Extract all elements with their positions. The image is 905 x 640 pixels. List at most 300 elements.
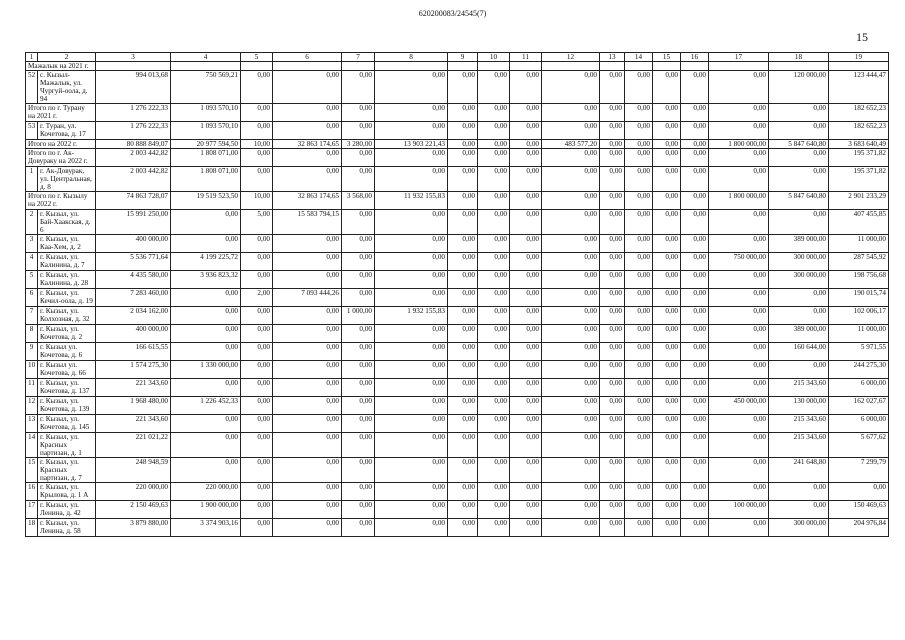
- value-cell: 0,00: [681, 192, 709, 210]
- value-cell: 0,00: [542, 271, 600, 289]
- value-cell: 0,00: [273, 104, 342, 122]
- value-cell: 32 863 174,65: [273, 192, 342, 210]
- row-number: 8: [26, 325, 38, 343]
- value-cell: 0,00: [448, 379, 478, 397]
- value-cell: 221 343,60: [96, 379, 171, 397]
- value-cell: 2 003 442,82: [96, 149, 171, 167]
- value-cell: 0,00: [542, 253, 600, 271]
- row-number: 5: [26, 271, 38, 289]
- value-cell: 0,00: [478, 149, 510, 167]
- value-cell: 994 013,68: [96, 71, 171, 104]
- value-cell: 0,00: [510, 433, 542, 458]
- column-number: 16: [681, 53, 709, 62]
- value-cell: 0,00: [478, 71, 510, 104]
- value-cell: 0,00: [625, 483, 653, 501]
- value-cell: 0,00: [709, 235, 769, 253]
- value-cell: 0,00: [342, 210, 375, 235]
- value-cell: 0,00: [600, 149, 625, 167]
- empty-cell: [681, 62, 709, 71]
- value-cell: 0,00: [448, 433, 478, 458]
- empty-cell: [448, 62, 478, 71]
- value-cell: 0,00: [625, 343, 653, 361]
- value-cell: 0,00: [510, 458, 542, 483]
- value-cell: 0,00: [478, 433, 510, 458]
- value-cell: 0,00: [273, 458, 342, 483]
- value-cell: 1 800 000,00: [709, 192, 769, 210]
- value-cell: 0,00: [510, 122, 542, 140]
- value-cell: 300 000,00: [769, 271, 829, 289]
- value-cell: 5 847 640,80: [769, 140, 829, 149]
- value-cell: 0,00: [510, 379, 542, 397]
- value-cell: 0,00: [448, 458, 478, 483]
- value-cell: 0,00: [273, 253, 342, 271]
- value-cell: 0,00: [709, 71, 769, 104]
- value-cell: 0,00: [709, 519, 769, 537]
- address-cell: г. Кызыл, ул. Крылова, д. 1 А: [38, 483, 96, 501]
- value-cell: 0,00: [625, 192, 653, 210]
- value-cell: 0,00: [681, 519, 709, 537]
- value-cell: 0,00: [273, 361, 342, 379]
- value-cell: 407 455,85: [829, 210, 889, 235]
- value-cell: 0,00: [342, 379, 375, 397]
- value-cell: 0,00: [653, 235, 681, 253]
- value-cell: 0,00: [241, 307, 273, 325]
- address-cell: г. Кызыл, ул. Ленина, д. 42: [38, 501, 96, 519]
- total-label: Итого по г. Кызылу на 2022 г.: [26, 192, 96, 210]
- value-cell: 0,00: [241, 325, 273, 343]
- value-cell: 0,00: [625, 397, 653, 415]
- value-cell: 0,00: [273, 149, 342, 167]
- value-cell: 0,00: [653, 192, 681, 210]
- value-cell: 0,00: [625, 271, 653, 289]
- value-cell: 0,00: [478, 379, 510, 397]
- value-cell: 0,00: [171, 379, 241, 397]
- value-cell: 1 276 222,33: [96, 104, 171, 122]
- value-cell: 0,00: [681, 501, 709, 519]
- total-label: Итого по г. Турану на 2021 г.: [26, 104, 96, 122]
- value-cell: 0,00: [600, 415, 625, 433]
- value-cell: 0,00: [478, 397, 510, 415]
- value-cell: 0,00: [342, 71, 375, 104]
- value-cell: 0,00: [171, 235, 241, 253]
- value-cell: 198 756,68: [829, 271, 889, 289]
- value-cell: 0,00: [510, 104, 542, 122]
- document-id: 620200083/24545(7): [418, 9, 487, 18]
- value-cell: 0,00: [273, 343, 342, 361]
- value-cell: 0,00: [625, 235, 653, 253]
- empty-cell: [241, 62, 273, 71]
- value-cell: 0,00: [600, 433, 625, 458]
- address-cell: г. Кызыл, ул. Кочетова, д. 139: [38, 397, 96, 415]
- address-cell: г. Кызыл, ул. Калинина, д. 28: [38, 271, 96, 289]
- value-cell: 0,00: [625, 253, 653, 271]
- empty-cell: [273, 62, 342, 71]
- value-cell: 1 800 000,00: [709, 140, 769, 149]
- value-cell: 182 652,23: [829, 104, 889, 122]
- value-cell: 0,00: [478, 210, 510, 235]
- value-cell: 0,00: [625, 458, 653, 483]
- address-cell: с. Кызыл-Мажалык, ул. Чургуй-оола, д. 94: [38, 71, 96, 104]
- total-row: [26, 104, 889, 122]
- value-cell: 0,00: [478, 483, 510, 501]
- table-row: [26, 167, 889, 192]
- value-cell: 11 932 155,83: [375, 192, 448, 210]
- value-cell: 100 000,00: [709, 501, 769, 519]
- row-number: 53: [26, 122, 38, 140]
- value-cell: 1 276 222,33: [96, 122, 171, 140]
- value-cell: 0,00: [375, 343, 448, 361]
- address-cell: г. Кызыл, ул. Кочетова, д. 137: [38, 379, 96, 397]
- value-cell: 4 199 225,72: [171, 253, 241, 271]
- value-cell: 2 003 442,82: [96, 167, 171, 192]
- value-cell: 0,00: [342, 104, 375, 122]
- value-cell: 0,00: [709, 343, 769, 361]
- value-cell: 6 000,00: [829, 415, 889, 433]
- value-cell: 0,00: [448, 501, 478, 519]
- value-cell: 150 469,63: [829, 501, 889, 519]
- value-cell: 204 976,84: [829, 519, 889, 537]
- value-cell: 750 569,21: [171, 71, 241, 104]
- value-cell: 0,00: [448, 104, 478, 122]
- value-cell: 215 343,60: [769, 379, 829, 397]
- value-cell: 0,00: [709, 433, 769, 458]
- value-cell: 0,00: [375, 415, 448, 433]
- value-cell: 0,00: [478, 122, 510, 140]
- value-cell: 0,00: [769, 149, 829, 167]
- value-cell: 0,00: [542, 458, 600, 483]
- value-cell: 389 000,00: [769, 235, 829, 253]
- value-cell: 0,00: [375, 253, 448, 271]
- table-row: [26, 307, 889, 325]
- value-cell: 0,00: [769, 483, 829, 501]
- value-cell: 80 888 849,07: [96, 140, 171, 149]
- column-number: 6: [273, 53, 342, 62]
- value-cell: 3 683 640,49: [829, 140, 889, 149]
- value-cell: 0,00: [342, 433, 375, 458]
- total-label: Итого по г. Ак-Довураку на 2022 г.: [26, 149, 96, 167]
- value-cell: 0,00: [625, 433, 653, 458]
- value-cell: 0,00: [600, 501, 625, 519]
- row-number: 52: [26, 71, 38, 104]
- value-cell: 0,00: [273, 415, 342, 433]
- value-cell: 0,00: [273, 519, 342, 537]
- address-cell: г. Кызыл, ул. Ленина, д. 58: [38, 519, 96, 537]
- value-cell: 0,00: [273, 501, 342, 519]
- value-cell: 0,00: [273, 235, 342, 253]
- value-cell: 0,00: [625, 289, 653, 307]
- address-cell: г. Кызыл, ул. Бай-Хаакская, д. 6: [38, 210, 96, 235]
- value-cell: 450 000,00: [709, 397, 769, 415]
- row-number: 9: [26, 343, 38, 361]
- value-cell: 160 644,00: [769, 343, 829, 361]
- value-cell: 123 444,47: [829, 71, 889, 104]
- row-number: 7: [26, 307, 38, 325]
- value-cell: 1 093 570,10: [171, 104, 241, 122]
- value-cell: 3 280,00: [342, 140, 375, 149]
- value-cell: 0,00: [769, 167, 829, 192]
- value-cell: 0,00: [510, 343, 542, 361]
- value-cell: 0,00: [510, 271, 542, 289]
- value-cell: 0,00: [542, 307, 600, 325]
- value-cell: 241 648,80: [769, 458, 829, 483]
- empty-cell: [171, 62, 241, 71]
- value-cell: 0,00: [478, 307, 510, 325]
- value-cell: 0,00: [241, 253, 273, 271]
- row-number: 4: [26, 253, 38, 271]
- value-cell: 0,00: [653, 149, 681, 167]
- value-cell: 0,00: [448, 253, 478, 271]
- value-cell: 0,00: [478, 325, 510, 343]
- value-cell: 0,00: [653, 167, 681, 192]
- section-label: Мажалык на 2021 г.: [26, 62, 96, 71]
- value-cell: 0,00: [448, 271, 478, 289]
- value-cell: 3 374 903,16: [171, 519, 241, 537]
- value-cell: 0,00: [375, 122, 448, 140]
- value-cell: 0,00: [681, 307, 709, 325]
- value-cell: 0,00: [769, 289, 829, 307]
- value-cell: 0,00: [769, 307, 829, 325]
- value-cell: 0,00: [241, 519, 273, 537]
- value-cell: 0,00: [625, 167, 653, 192]
- value-cell: 287 545,92: [829, 253, 889, 271]
- value-cell: 0,00: [542, 104, 600, 122]
- value-cell: 0,00: [273, 271, 342, 289]
- value-cell: 0,00: [342, 519, 375, 537]
- value-cell: 0,00: [375, 458, 448, 483]
- value-cell: 0,00: [653, 483, 681, 501]
- value-cell: 0,00: [653, 271, 681, 289]
- value-cell: 0,00: [681, 325, 709, 343]
- value-cell: 0,00: [342, 361, 375, 379]
- value-cell: 0,00: [375, 104, 448, 122]
- value-cell: 0,00: [600, 379, 625, 397]
- value-cell: 120 000,00: [769, 71, 829, 104]
- address-cell: г. Кызыл, ул. Кочетова, д. 2: [38, 325, 96, 343]
- value-cell: 0,00: [653, 501, 681, 519]
- value-cell: 0,00: [600, 167, 625, 192]
- column-number: 14: [625, 53, 653, 62]
- value-cell: 0,00: [709, 379, 769, 397]
- row-number: 13: [26, 415, 38, 433]
- table-row: [26, 458, 889, 483]
- column-number: 4: [171, 53, 241, 62]
- table-row: [26, 210, 889, 235]
- value-cell: 0,00: [375, 167, 448, 192]
- value-cell: 0,00: [709, 122, 769, 140]
- value-cell: 3 568,00: [342, 192, 375, 210]
- value-cell: 244 275,30: [829, 361, 889, 379]
- address-cell: г. Кызыл, ул. Кочетова, д. 145: [38, 415, 96, 433]
- value-cell: 0,00: [342, 271, 375, 289]
- value-cell: 400 000,00: [96, 235, 171, 253]
- value-cell: 0,00: [510, 289, 542, 307]
- value-cell: 1 330 000,00: [171, 361, 241, 379]
- value-cell: 0,00: [342, 397, 375, 415]
- value-cell: 0,00: [273, 379, 342, 397]
- value-cell: 0,00: [342, 415, 375, 433]
- value-cell: 0,00: [625, 71, 653, 104]
- value-cell: 0,00: [448, 140, 478, 149]
- value-cell: 0,00: [448, 192, 478, 210]
- value-cell: 400 000,00: [96, 325, 171, 343]
- table-row: [26, 397, 889, 415]
- value-cell: 0,00: [542, 210, 600, 235]
- value-cell: 0,00: [342, 325, 375, 343]
- value-cell: 0,00: [375, 433, 448, 458]
- value-cell: 0,00: [510, 71, 542, 104]
- value-cell: 0,00: [375, 397, 448, 415]
- value-cell: 0,00: [478, 361, 510, 379]
- value-cell: 0,00: [600, 343, 625, 361]
- value-cell: 0,00: [510, 192, 542, 210]
- value-cell: 5 536 771,64: [96, 253, 171, 271]
- value-cell: 0,00: [681, 149, 709, 167]
- value-cell: 0,00: [625, 307, 653, 325]
- column-number: 13: [600, 53, 625, 62]
- table-row: [26, 433, 889, 458]
- value-cell: 0,00: [542, 415, 600, 433]
- value-cell: 1 900 000,00: [171, 501, 241, 519]
- value-cell: 1 808 071,00: [171, 149, 241, 167]
- value-cell: 0,00: [681, 104, 709, 122]
- empty-cell: [769, 62, 829, 71]
- value-cell: 0,00: [510, 307, 542, 325]
- table-row: [26, 379, 889, 397]
- value-cell: 182 652,23: [829, 122, 889, 140]
- value-cell: 300 000,00: [769, 519, 829, 537]
- table-row: [26, 325, 889, 343]
- row-number: 15: [26, 458, 38, 483]
- value-cell: 162 027,67: [829, 397, 889, 415]
- table-row: [26, 289, 889, 307]
- value-cell: 0,00: [653, 71, 681, 104]
- value-cell: 0,00: [342, 122, 375, 140]
- value-cell: 0,00: [375, 361, 448, 379]
- value-cell: 0,00: [709, 271, 769, 289]
- row-number: 16: [26, 483, 38, 501]
- value-cell: 0,00: [681, 397, 709, 415]
- row-number: 14: [26, 433, 38, 458]
- empty-cell: [342, 62, 375, 71]
- value-cell: 0,00: [769, 501, 829, 519]
- value-cell: 0,00: [681, 483, 709, 501]
- value-cell: 0,00: [478, 253, 510, 271]
- row-number: 11: [26, 379, 38, 397]
- value-cell: 0,00: [709, 307, 769, 325]
- value-cell: 0,00: [681, 433, 709, 458]
- value-cell: 0,00: [625, 325, 653, 343]
- column-number: 8: [375, 53, 448, 62]
- table-row: [26, 483, 889, 501]
- total-row: [26, 149, 889, 167]
- empty-cell: [375, 62, 448, 71]
- value-cell: 0,00: [653, 210, 681, 235]
- value-cell: 0,00: [273, 167, 342, 192]
- value-cell: 0,00: [829, 483, 889, 501]
- value-cell: 0,00: [241, 361, 273, 379]
- row-number: 3: [26, 235, 38, 253]
- value-cell: 0,00: [653, 122, 681, 140]
- value-cell: 0,00: [653, 415, 681, 433]
- value-cell: 0,00: [448, 397, 478, 415]
- value-cell: 0,00: [653, 433, 681, 458]
- value-cell: 0,00: [171, 325, 241, 343]
- value-cell: 0,00: [542, 361, 600, 379]
- table-row: [26, 122, 889, 140]
- value-cell: 0,00: [600, 307, 625, 325]
- column-number: 19: [829, 53, 889, 62]
- row-number: 10: [26, 361, 38, 379]
- value-cell: 0,00: [600, 271, 625, 289]
- value-cell: 0,00: [448, 361, 478, 379]
- value-cell: 0,00: [769, 210, 829, 235]
- value-cell: 0,00: [510, 519, 542, 537]
- value-cell: 0,00: [681, 343, 709, 361]
- empty-cell: [96, 62, 171, 71]
- value-cell: 0,00: [600, 458, 625, 483]
- value-cell: 0,00: [510, 325, 542, 343]
- address-cell: г. Кызыл ул. Кочетова, д. 6: [38, 343, 96, 361]
- value-cell: 0,00: [625, 415, 653, 433]
- value-cell: 0,00: [542, 343, 600, 361]
- value-cell: 0,00: [542, 379, 600, 397]
- value-cell: 0,00: [600, 210, 625, 235]
- value-cell: 74 863 728,07: [96, 192, 171, 210]
- value-cell: 0,00: [542, 483, 600, 501]
- value-cell: 0,00: [681, 235, 709, 253]
- value-cell: 0,00: [448, 483, 478, 501]
- value-cell: 0,00: [542, 433, 600, 458]
- value-cell: 0,00: [709, 210, 769, 235]
- value-cell: 0,00: [478, 140, 510, 149]
- value-cell: 0,00: [681, 361, 709, 379]
- value-cell: 10,00: [241, 140, 273, 149]
- value-cell: 5 847 640,80: [769, 192, 829, 210]
- value-cell: 0,00: [600, 235, 625, 253]
- value-cell: 2 901 233,29: [829, 192, 889, 210]
- value-cell: 0,00: [542, 519, 600, 537]
- value-cell: 1 574 275,30: [96, 361, 171, 379]
- value-cell: 0,00: [342, 289, 375, 307]
- value-cell: 0,00: [542, 501, 600, 519]
- value-cell: 0,00: [681, 210, 709, 235]
- value-cell: 0,00: [653, 379, 681, 397]
- value-cell: 0,00: [241, 235, 273, 253]
- value-cell: 32 863 174,65: [273, 140, 342, 149]
- value-cell: 13 903 221,43: [375, 140, 448, 149]
- value-cell: 0,00: [241, 397, 273, 415]
- value-cell: 221 343,60: [96, 415, 171, 433]
- value-cell: 0,00: [375, 210, 448, 235]
- value-cell: 0,00: [273, 325, 342, 343]
- address-cell: г. Кызыл, ул. Красных партизан, д. 7: [38, 458, 96, 483]
- value-cell: 0,00: [653, 289, 681, 307]
- value-cell: 3 879 880,00: [96, 519, 171, 537]
- value-cell: 0,00: [653, 397, 681, 415]
- value-cell: 0,00: [709, 361, 769, 379]
- value-cell: 0,00: [681, 122, 709, 140]
- value-cell: 130 000,00: [769, 397, 829, 415]
- address-cell: г. Кызыл, ул. Калинина, д. 7: [38, 253, 96, 271]
- address-cell: г. Кызыл ул. Кочетова, д. 66: [38, 361, 96, 379]
- empty-cell: [510, 62, 542, 71]
- row-number: 12: [26, 397, 38, 415]
- value-cell: 0,00: [510, 501, 542, 519]
- value-cell: 0,00: [681, 167, 709, 192]
- value-cell: 0,00: [171, 210, 241, 235]
- table-row: [26, 71, 889, 104]
- value-cell: 0,00: [342, 253, 375, 271]
